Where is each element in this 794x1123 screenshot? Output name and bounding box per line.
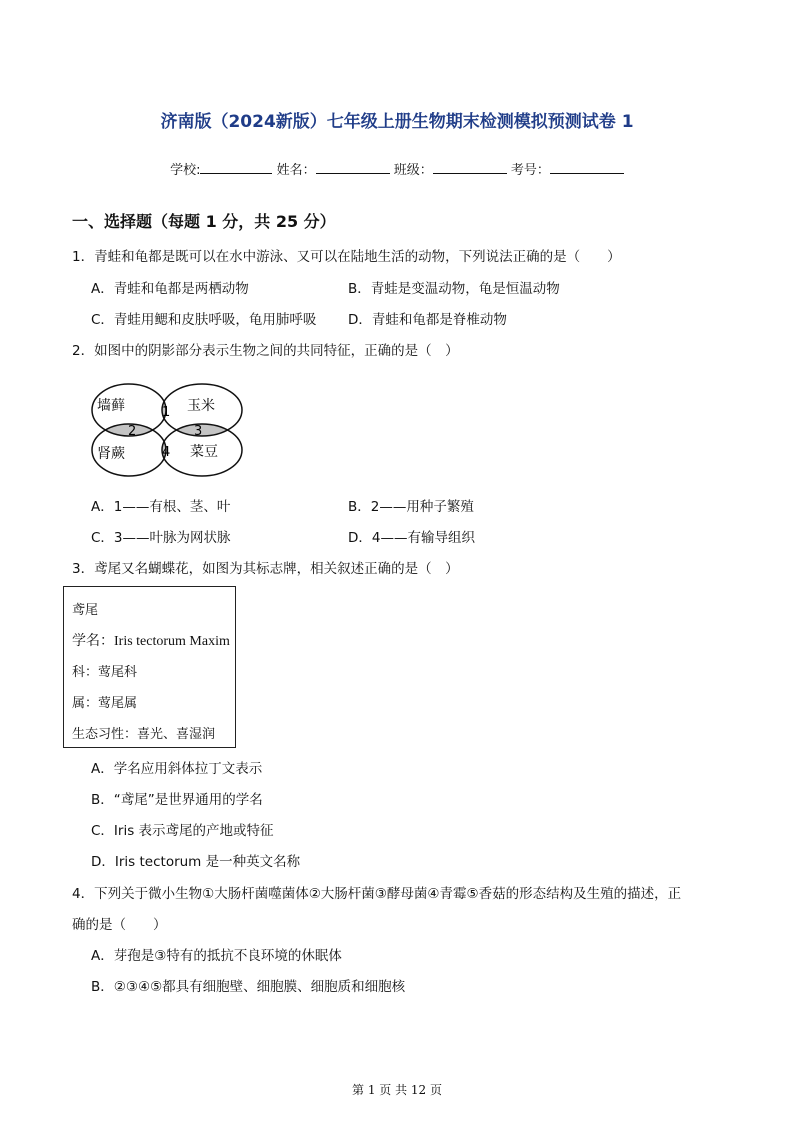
label-moss: 墙藓 xyxy=(97,398,125,414)
card-common-name: 鸢尾 xyxy=(72,603,99,618)
card-family: 科：莺尾科 xyxy=(72,665,138,680)
exam-number-label: 考号： xyxy=(510,163,550,178)
page-number: 第 1 页 共 12 页 xyxy=(352,1083,442,1097)
question-3-option-d[interactable]: D．Iris tectorum 是一种英文名称 xyxy=(91,854,301,870)
label-bean: 菜豆 xyxy=(190,444,218,460)
name-label: 姓名： xyxy=(276,163,316,178)
region-4-label: 4 xyxy=(162,445,171,460)
region-3-label: 3 xyxy=(194,424,203,439)
label-corn: 玉米 xyxy=(187,398,215,414)
question-4-stem-line-1: 4．下列关于微小生物①大肠杆菌噬菌体②大肠杆菌③酵母菌④青霉⑤香菇的形态结构及生殖的描述，正 xyxy=(72,886,682,902)
question-1-option-c[interactable]: C．青蛙用鳃和皮肤呼吸，龟用肺呼吸 xyxy=(91,312,317,328)
question-4-option-b[interactable]: B．②③④⑤都具有细胞壁、细胞膜、细胞质和细胞核 xyxy=(91,979,406,995)
region-2-label: 2 xyxy=(128,424,137,439)
page-title: 济南版（2024新版）七年级上册生物期末检测模拟预测试卷 1 xyxy=(160,112,634,132)
question-4-stem-line-2: 确的是（ ） xyxy=(72,917,167,933)
question-2-option-b[interactable]: B．2——用种子繁殖 xyxy=(348,499,474,515)
plant-label-card xyxy=(63,586,236,748)
question-2-option-c[interactable]: C．3——叶脉为网状脉 xyxy=(91,530,231,546)
class-label: 班级： xyxy=(393,163,433,178)
exam-number-blank[interactable] xyxy=(550,160,624,174)
question-1-option-b[interactable]: B．青蛙是变温动物，龟是恒温动物 xyxy=(348,281,560,297)
question-2-option-a[interactable]: A．1——有根、茎、叶 xyxy=(91,499,231,515)
card-genus: 属：莺尾属 xyxy=(72,696,138,711)
student-info-line xyxy=(0,159,794,178)
card-scientific-name: 学名：Iris tectorum Maxim xyxy=(72,634,230,649)
region-1-label: 1 xyxy=(162,405,171,420)
question-1-option-d[interactable]: D．青蛙和龟都是脊椎动物 xyxy=(348,312,507,328)
section-heading: 一、选择题（每题 1 分，共 25 分） xyxy=(72,212,336,231)
question-2-stem: 2．如图中的阴影部分表示生物之间的共同特征，正确的是（ ） xyxy=(72,343,459,359)
question-3-option-c[interactable]: C．Iris 表示鸢尾的产地或特征 xyxy=(91,823,274,839)
question-3-option-b[interactable]: B．“鸢尾”是世界通用的学名 xyxy=(91,792,263,808)
question-1-option-a[interactable]: A．青蛙和龟都是两栖动物 xyxy=(91,281,249,297)
question-3-option-a[interactable]: A．学名应用斜体拉丁文表示 xyxy=(91,761,263,777)
card-ecology: 生态习性：喜光、喜湿润 xyxy=(72,727,216,742)
question-1-stem: 1．青蛙和龟都是既可以在水中游泳、又可以在陆地生活的动物，下列说法正确的是（ ） xyxy=(72,249,621,265)
label-fern: 肾蕨 xyxy=(97,446,125,462)
question-3-stem: 3．鸢尾又名蝴蝶花，如图为其标志牌，相关叙述正确的是（ ） xyxy=(72,561,459,577)
class-blank[interactable] xyxy=(433,160,507,174)
question-4-option-a[interactable]: A．芽孢是③特有的抵抗不良环境的休眠体 xyxy=(91,948,342,964)
school-label: 学校: xyxy=(170,163,201,178)
school-blank[interactable] xyxy=(200,160,272,174)
question-2-option-d[interactable]: D．4——有输导组织 xyxy=(348,530,475,546)
venn-diagram xyxy=(84,380,254,480)
name-blank[interactable] xyxy=(316,160,390,174)
